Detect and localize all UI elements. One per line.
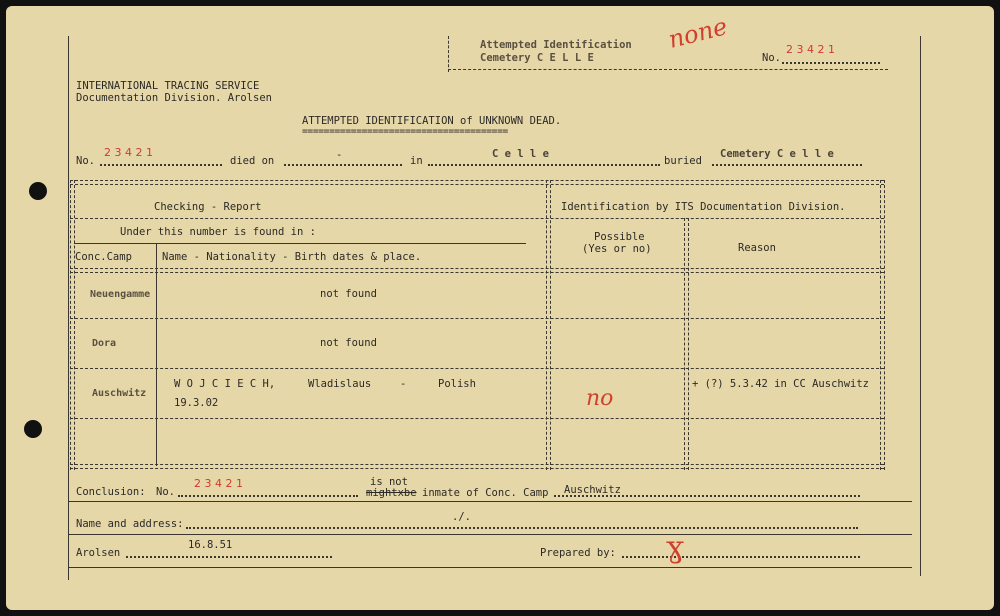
sep-checking-ident [546,180,547,470]
right-margin-line [920,36,921,576]
conclusion-no-value: 2 3 4 2 1 [194,477,243,490]
record-no-value: 2 3 4 2 1 [104,146,153,159]
row-3-rule [70,418,884,419]
table-bottom-border [70,464,884,465]
punch-hole-bottom [24,420,42,438]
handwritten-none: none [665,12,731,54]
row-3-birthdate: 19.3.02 [174,397,219,409]
sep-possible-reason-2 [688,218,689,470]
found-in-rule [74,243,526,244]
buried-dots [712,164,862,166]
died-on-label: died on [230,155,275,167]
col-possible-header-2: (Yes or no) [582,243,652,255]
died-on-dots [284,164,402,166]
handwritten-no: no [586,386,614,411]
title-underline: ====================================== [302,126,508,137]
buried-value: Cemetery C e l l e [720,148,834,160]
row-3-firstname: Wladislaus [308,378,372,390]
conclusion-no-dots [178,495,358,497]
died-on-value: - [336,149,343,161]
col-reason-header: Reason [738,242,776,254]
stamp-box-bottom [448,69,888,70]
row-2-camp: Dora [92,338,117,349]
name-address-rule [68,534,912,535]
identification-header: Identification by ITS Documentation Division. [561,201,846,213]
document-title: ATTEMPTED IDENTIFICATION of UNKNOWN DEAD. [302,115,562,127]
row-2-rule [70,368,884,369]
found-in-label: Under this number is found in : [120,226,316,238]
table-top-border [70,180,884,181]
footer-rule [68,567,912,568]
checking-report-header: Checking - Report [154,201,262,213]
row-3-surname: W O J C I E C H, [174,378,276,390]
conclusion-struck: mightxbe [366,487,417,499]
conclusion-is-not: is not [370,476,408,488]
conclusion-inmate-text: inmate of Conc. Camp [422,487,549,499]
row-1-rule [70,318,884,319]
name-address-label: Name and address: [76,518,184,530]
header-no-dots [782,62,880,64]
footer-date-dots [126,556,332,558]
name-address-dots [186,527,858,529]
name-address-value: ./. [452,511,471,523]
org-line-1: INTERNATIONAL TRACING SERVICE [76,80,260,92]
buried-label: buried [664,155,702,167]
row-3-nationality: Polish [438,378,476,390]
in-value: C e l l e [492,148,549,160]
record-no-label: No. [76,155,95,167]
row-2-result: not found [320,337,377,349]
footer-place: Arolsen [76,547,121,559]
table-bottom-border-2 [70,468,884,469]
table-right-border-2 [884,180,885,470]
column-header-rule [70,268,884,269]
col-name-header: Name - Nationality - Birth dates & place. [162,251,422,263]
stamp-line-2: Cemetery C E L L E [480,52,594,64]
table-left-border [70,180,71,470]
sep-camp-name [156,243,157,466]
conclusion-rule [68,501,912,502]
header-row-rule [70,218,884,219]
left-margin-line [68,36,69,580]
col-possible-header-1: Possible [594,231,645,243]
header-no-label: No. [762,52,781,64]
in-label: in [410,155,423,167]
prepared-by-dots [622,556,860,558]
org-line-2: Documentation Division. Arolsen [76,92,272,104]
col-camp-header: Conc.Camp [75,251,132,263]
table-top-border-2 [70,184,884,185]
sep-checking-ident-2 [550,180,551,470]
header-no-value: 2 3 4 2 1 [786,43,835,56]
stamp-line-1: Attempted Identification [480,39,632,51]
column-header-rule-2 [70,272,884,273]
punch-hole-top [29,182,47,200]
prepared-by-label: Prepared by: [540,547,616,559]
conclusion-no-label: No. [156,486,175,498]
footer-date: 16.8.51 [188,539,233,551]
stamp-box-left [448,36,449,72]
table-left-border-2 [74,180,75,470]
row-1-camp: Neuengamme [90,289,151,300]
in-dots [428,164,660,166]
conclusion-camp: Auschwitz [564,484,621,496]
row-3-dash: - [400,378,407,390]
handwritten-signature: ɣ [666,530,684,565]
row-3-camp: Auschwitz [92,388,147,399]
row-3-reason: + (?) 5.3.42 in CC Auschwitz [692,378,870,390]
sep-possible-reason [684,218,685,470]
table-right-border [880,180,881,470]
record-no-dots [100,164,222,166]
conclusion-label: Conclusion: [76,486,146,498]
row-1-result: not found [320,288,377,300]
document-card [6,6,994,610]
